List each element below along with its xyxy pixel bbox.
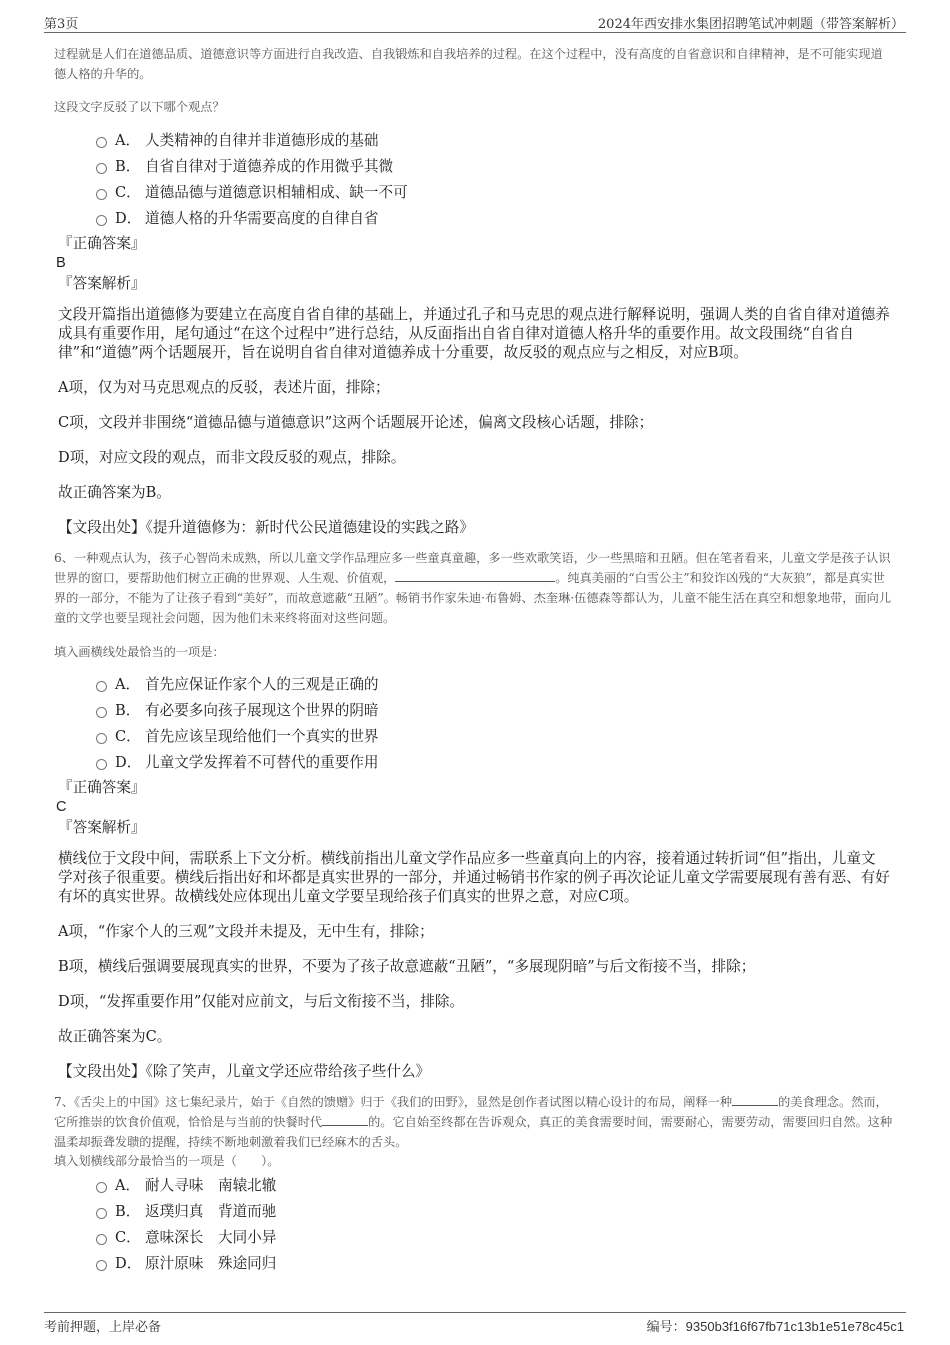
- q5-option-c[interactable]: C． 道德品德与道德意识相辅相成、缺一不可: [96, 178, 894, 204]
- q6-option-d[interactable]: D． 儿童文学发挥着不可替代的重要作用: [96, 748, 894, 774]
- radio-icon[interactable]: [96, 1182, 107, 1193]
- q5-option-b[interactable]: B． 自省自律对于道德养成的作用微乎其微: [96, 152, 894, 178]
- q5-option-d[interactable]: D． 道德人格的升华需要高度的自律自省: [96, 204, 894, 230]
- q5-answer-label: 『正确答案』: [58, 235, 146, 252]
- q6-note-a: A项，“作家个人的三观”文段并未提及，无中生有，排除；: [58, 923, 434, 940]
- q5-passage: 过程就是人们在道德品质、道德意识等方面进行自我改造、自我锻炼和自我培养的过程。在这个过程中，没有高度的自省意识和自律精神，是不可能实现道德人格的升华的。: [54, 47, 883, 81]
- page-number: 第3页: [44, 17, 79, 32]
- q5-analysis-label: 『答案解析』: [58, 275, 146, 292]
- q6-option-c[interactable]: C． 首先应该呈现给他们一个真实的世界: [96, 722, 894, 748]
- radio-icon[interactable]: [96, 215, 107, 226]
- q7-stem: 7、《舌尖上的中国》这七集纪录片，始于《自然的馈赠》归于《我们的田野》，显然是创作者试图以精心设计的布局，阐释一种 的美食理念。然而，它所推崇的饮食价值观，恰恰是与当前的快餐时代 的。它自始至终都在告诉观众，真正的美食需要时间，需要耐心，需要劳动，需要回归自然。这种温柔却振聋发聩的提醒，持续不断地刺激着我们已经麻木的舌头。: [54, 1092, 894, 1152]
- q6-option-b[interactable]: B． 有必要多向孩子展现这个世界的阴暗: [96, 696, 894, 722]
- q6-stem: 6、一种观点认为，孩子心智尚未成熟，所以儿童文学作品理应多一些童真童趣，多一些欢歌笑语，少一些黑暗和丑陋。但在笔者看来，儿童文学是孩子认识世界的窗口，要帮助他们树立正确的世界观、人生观、价值观， 。纯真美丽的“白雪公主”和狡诈凶残的“大灰狼”，都是真实世界的一部分，不能为了让孩子看到“美好”，而故意遮蔽“丑陋”。畅销书作家朱迪·布鲁姆、杰奎琳·伍德森等都认为，儿童不能生活在真空和想象地带，面向儿童的文学也要呈现社会问题，因为他们未来终将面对这些问题。: [54, 551, 892, 625]
- q5-analysis: 文段开篇指出道德修为要建立在高度自省自律的基础上，并通过孔子和马克思的观点进行解释说明，强调人类的自省自律对道德养成具有重要作用，尾句通过“在这个过程中”进行总结，从反面指出自省自律对道德人格升华的重要作用。故文段围绕“自省自律”和“道德”两个话题展开，旨在说明自省自律对道德养成十分重要，故反驳的观点应与之相反，对应B项。: [58, 306, 890, 361]
- q5-conclusion: 故正确答案为B。: [58, 484, 171, 501]
- radio-icon[interactable]: [96, 1208, 107, 1219]
- q5-options: [96, 126, 894, 230]
- q7-options: [96, 1171, 894, 1275]
- footer-slogan: 考前押题，上岸必备: [44, 1320, 162, 1335]
- q6-source: 【文段出处】《除了笑声，儿童文学还应带给孩子些什么》: [58, 1063, 431, 1080]
- q5-source: 【文段出处】《提升道德修为：新时代公民道德建设的实践之路》: [58, 519, 474, 536]
- q5-answer: B: [56, 255, 66, 271]
- q7-option-d[interactable]: D． 原汁原味 殊途同归: [96, 1249, 894, 1275]
- header-divider: [44, 32, 906, 33]
- footer-divider: [44, 1312, 906, 1313]
- q7-prompt: 填入划横线部分最恰当的一项是（ ）。: [54, 1154, 280, 1168]
- page-content: [54, 44, 894, 1275]
- q7-blank-1: [732, 1092, 778, 1106]
- q5-note-a: A项，仅为对马克思观点的反驳，表述片面，排除；: [58, 379, 390, 396]
- q6-note-d: D项，“发挥重要作用”仅能对应前文，与后文衔接不当，排除。: [58, 993, 465, 1010]
- q5-option-a[interactable]: A． 人类精神的自律并非道德形成的基础: [96, 126, 894, 152]
- q5-note-c: C项，文段并非围绕“道德品德与道德意识”这两个话题展开论述，偏离文段核心话题，排除；: [58, 414, 654, 431]
- radio-icon[interactable]: [96, 1260, 107, 1271]
- q6-analysis: 横线位于文段中间，需联系上下文分析。横线前指出儿童文学作品应多一些童真向上的内容，接着通过转折词“但”指出，儿童文学对孩子很重要。横线后指出好和坏都是真实世界的一部分，并通过畅销书作家的例子再次论证儿童文学需要展现有善有恶、有好有坏的真实世界。故横线处应体现出儿童文学要呈现给孩子们真实的世界之意，对应C项。: [58, 850, 890, 905]
- radio-icon[interactable]: [96, 163, 107, 174]
- radio-icon[interactable]: [96, 189, 107, 200]
- q5-prompt: 这段文字反驳了以下哪个观点？: [54, 100, 225, 114]
- q6-options: [96, 670, 894, 774]
- q7-option-a[interactable]: A． 耐人寻味 南辕北辙: [96, 1171, 894, 1197]
- q6-answer-label: 『正确答案』: [58, 779, 146, 796]
- q6-option-a[interactable]: A． 首先应保证作家个人的三观是正确的: [96, 670, 894, 696]
- page-header: [0, 0, 950, 34]
- q7-option-b[interactable]: B． 返璞归真 背道而驰: [96, 1197, 894, 1223]
- footer-code: 编号：9350b3f16f67fb71c13b1e51e78c45c1: [646, 1319, 904, 1335]
- q6-answer: C: [56, 799, 67, 815]
- radio-icon[interactable]: [96, 1234, 107, 1245]
- radio-icon[interactable]: [96, 137, 107, 148]
- q6-prompt: 填入画横线处最恰当的一项是：: [54, 645, 225, 659]
- q6-blank: [395, 568, 555, 582]
- radio-icon[interactable]: [96, 681, 107, 692]
- radio-icon[interactable]: [96, 707, 107, 718]
- radio-icon[interactable]: [96, 759, 107, 770]
- q6-analysis-label: 『答案解析』: [58, 819, 146, 836]
- document-title: 2024年西安排水集团招聘笔试冲刺题（带答案解析）: [597, 17, 904, 32]
- q6-note-b: B项，横线后强调要展现真实的世界，不要为了孩子故意遮蔽“丑陋”，“多展现阴暗”与后文衔接不当，排除；: [58, 958, 756, 975]
- q7-option-c[interactable]: C． 意味深长 大同小异: [96, 1223, 894, 1249]
- q7-blank-2: [322, 1112, 368, 1126]
- radio-icon[interactable]: [96, 733, 107, 744]
- page-footer: [0, 1308, 950, 1345]
- q6-conclusion: 故正确答案为C。: [58, 1028, 172, 1045]
- q5-note-d: D项，对应文段的观点，而非文段反驳的观点，排除。: [58, 449, 406, 466]
